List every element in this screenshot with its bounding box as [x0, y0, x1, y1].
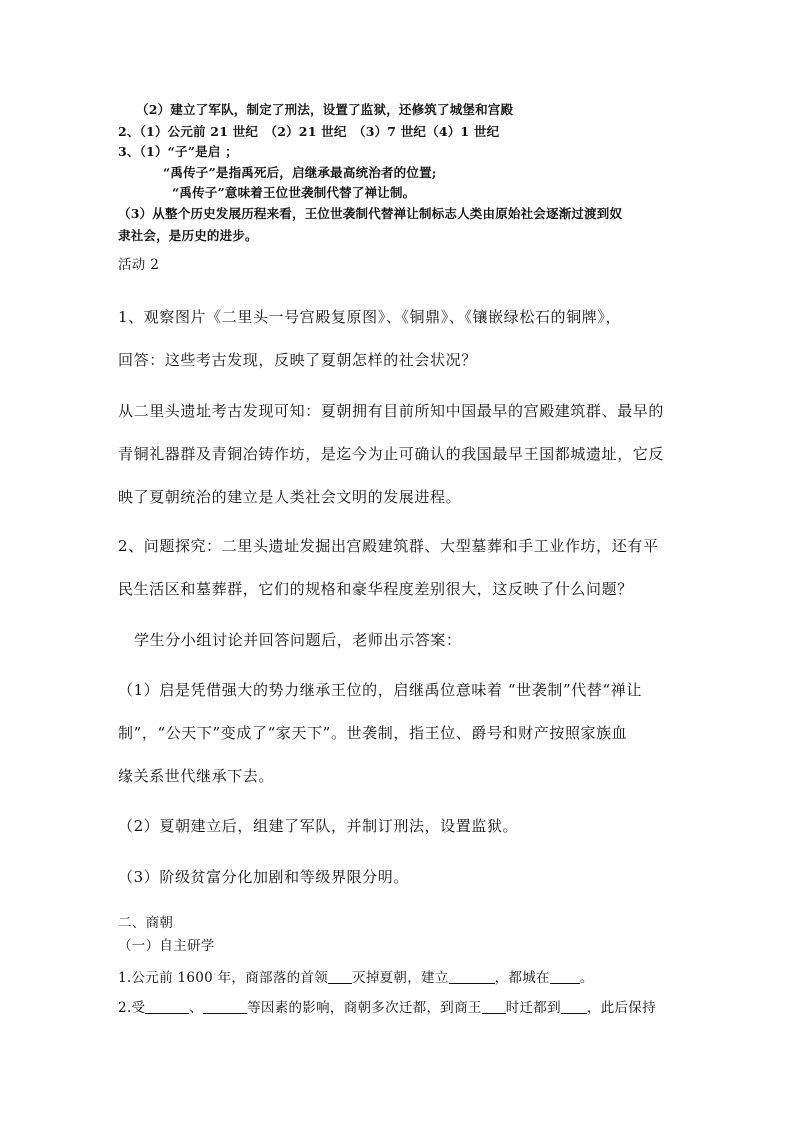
answer-paragraph-line: （1）启是凭借强大的势力继承王位的，启继禹位意味着 “世袭制”代替“禅让 — [118, 681, 642, 699]
fill-in-question — [118, 966, 594, 986]
answer-line: 3、（1）“子”是启 ； — [118, 144, 238, 159]
question-text: 时迁都到 — [505, 1000, 561, 1016]
subsection-heading: （一）自主研学 — [118, 938, 215, 954]
question-text: 。 — [579, 970, 594, 986]
answer-blank[interactable] — [550, 970, 580, 985]
answer-paragraph-line: 制”，“公天下”变成了“家天下”。世袭制，指王位、爵号和财产按照家族血 — [118, 724, 628, 742]
answer-paragraph-line: （2）夏朝建立后，组建了军队，并制订刑法，设置监狱。 — [118, 817, 519, 835]
answer-blank[interactable] — [561, 1000, 587, 1015]
answer-blank[interactable] — [145, 1000, 189, 1015]
answer-line: “禹传子”意味着王位世袭制代替了禅让制。 — [172, 185, 416, 200]
answer-paragraph-line: 映了夏朝统治的建立是人类社会文明的发展进程。 — [118, 488, 462, 506]
answer-line: 隶社会，是历史的进步。 — [118, 228, 258, 243]
answer-blank[interactable] — [482, 1000, 506, 1015]
answer-line: （2）建立了军队，制定了刑法，设置了监狱，还修筑了城堡和宫殿 — [136, 102, 514, 117]
section-heading: 活动 2 — [118, 257, 160, 273]
answer-line: （3）从整个历史发展历程来看，王位世袭制代替禅让制标志人类由原始社会逐渐过渡到奴 — [118, 206, 623, 221]
question-line: 2、问题探究：二里头遗址发掘出宫殿建筑群、大型墓葬和手工业作坊，还有平 — [118, 537, 659, 555]
answer-blank[interactable] — [449, 970, 495, 985]
answer-line: “禹传子”是指禹死后，启继承最高统治者的位置; — [163, 165, 437, 180]
question-text: 、 — [189, 1000, 204, 1016]
question-line: 1、观察图片《二里头一号宫殿复原图》、《铜鼎》、《镶嵌绿松石的铜牌》， — [118, 308, 622, 326]
question-text: 1.公元前 1600 年，商部落的首领 — [118, 970, 329, 986]
fill-in-question — [118, 996, 656, 1016]
question-text: ，都城在 — [494, 970, 550, 986]
question-text: 灭掉夏朝，建立 — [352, 970, 449, 986]
question-line: 回答：这些考古发现，反映了夏朝怎样的社会状况？ — [118, 351, 477, 369]
question-line: 民生活区和墓葬群，它们的规格和豪华程度差别很大，这反映了什么问题？ — [118, 580, 633, 598]
answer-blank[interactable] — [328, 970, 352, 985]
answer-line: 2、（1）公元前 21 世纪 （2）21 世纪 （3）7 世纪（4）1 世纪 — [118, 124, 500, 139]
intro-line: 学生分小组讨论并回答问题后，老师出示答案： — [134, 631, 462, 649]
question-text: 2.受 — [118, 1000, 146, 1016]
answer-paragraph-line: （3）阶级贫富分化加剧和等级界限分明。 — [118, 868, 409, 886]
answer-paragraph-line: 从二里头遗址考古发现可知：夏朝拥有目前所知中国最早的宫殿建筑群、最早的 — [118, 402, 665, 420]
answer-paragraph-line: 缘关系世代继承下去。 — [118, 767, 275, 785]
answer-paragraph-line: 青铜礼器群及青铜冶铸作坊，是迄今为止可确认的我国最早王国都城遗址，它反 — [118, 445, 665, 463]
question-text: 等因素的影响，商朝多次迁都，到商王 — [247, 1000, 482, 1016]
section-heading: 二、商朝 — [118, 915, 174, 931]
answer-blank[interactable] — [203, 1000, 247, 1015]
question-text: ，此后保持 — [586, 1000, 656, 1016]
